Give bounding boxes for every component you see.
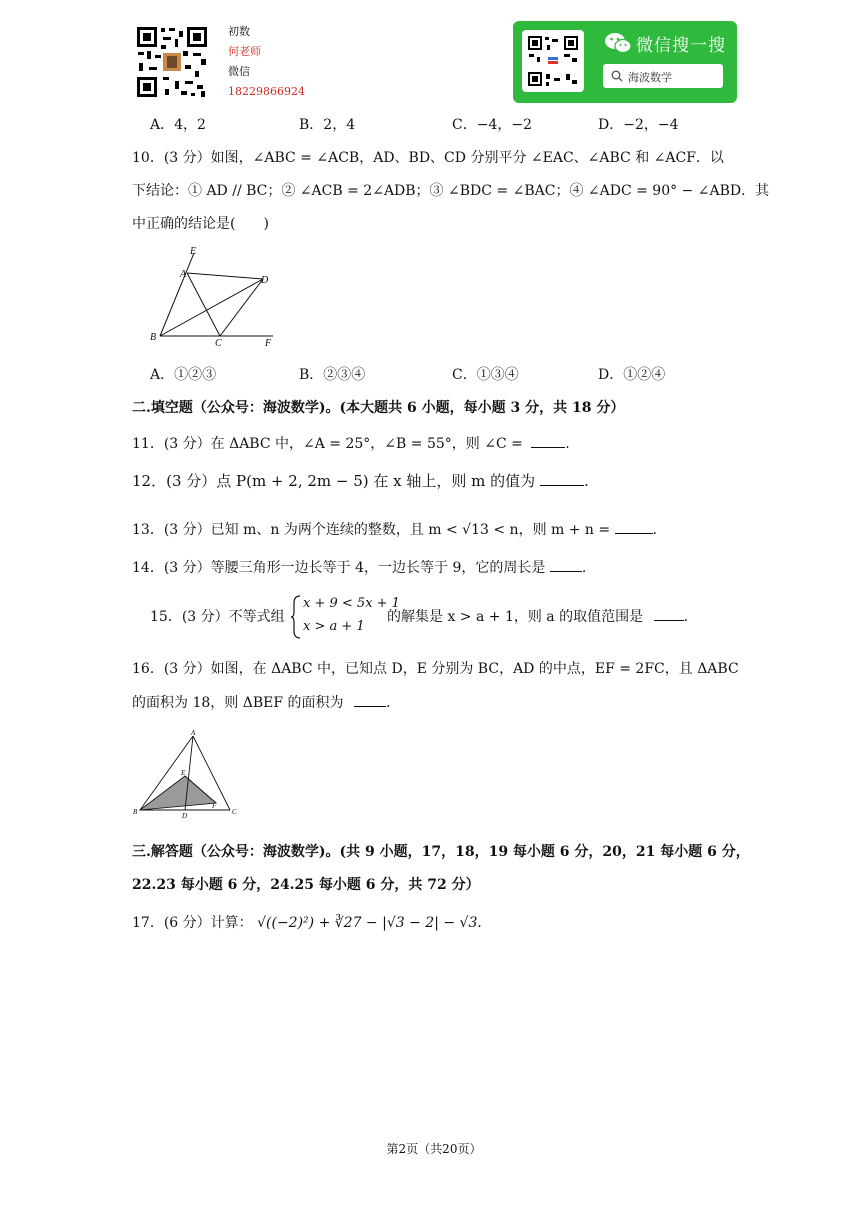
wechat-search-title: 微信搜一搜 bbox=[636, 36, 726, 56]
search-icon bbox=[611, 70, 623, 85]
q16-label-d: D bbox=[182, 812, 188, 820]
q10-label-f: F bbox=[265, 338, 272, 349]
wechat-logo-icon bbox=[604, 31, 632, 59]
q17-expression: √((−2)²) + ∛27 − |√3 − 2| − √3 bbox=[257, 915, 478, 931]
q10-line-1: 10．(3 分）如图，∠ABC = ∠ACB，AD、BD、CD 分别平分 ∠EAC、∠ABC 和 ∠ACF．以 bbox=[132, 150, 724, 166]
q11-text: 11．(3 分）在 ΔABC 中，∠A = 25°，∠B = 55°，则 ∠C = bbox=[132, 436, 523, 452]
q12: 12．(3 分）点 P(m + 2, 2m − 5) 在 x 轴上，则 m 的值为 . bbox=[132, 472, 589, 490]
q13-answer-blank bbox=[615, 519, 653, 534]
q15-inequality-1: x + 9 < 5x + 1 bbox=[303, 596, 400, 611]
q15-suffix-row: 的解集是 x > a + 1，则 a 的取值范围是 . bbox=[387, 606, 688, 626]
contact-line-2: 何老师 bbox=[228, 45, 261, 58]
q14-answer-blank bbox=[550, 557, 582, 572]
q15-answer-blank bbox=[654, 606, 684, 621]
q14: 14．(3 分）等腰三角形一边长等于 4，一边长等于 9，它的周长是 . bbox=[132, 557, 586, 578]
q16-line-1: 16．(3 分）如图，在 ΔABC 中，已知点 D，E 分别为 BC，AD 的中点，EF = 2FC，且 ΔABC bbox=[132, 661, 739, 677]
q16-answer-blank bbox=[354, 692, 386, 707]
q12-text: 12．(3 分）点 P(m + 2, 2m − 5) 在 x 轴上，则 m 的值为 bbox=[132, 472, 536, 490]
q15-prefix: 15．(3 分）不等式组 bbox=[150, 609, 285, 625]
wechat-search-banner bbox=[513, 21, 737, 103]
q16-label-e: E bbox=[181, 769, 186, 777]
q10-label-e: E bbox=[190, 246, 197, 257]
q16-label-c: C bbox=[232, 808, 237, 816]
q10-option-b: B．②③④ bbox=[299, 367, 366, 383]
q16-line-2: 的面积为 18，则 ΔBEF 的面积为 bbox=[132, 695, 344, 711]
qr-code-right bbox=[522, 30, 584, 92]
q10-option-d: D．①②④ bbox=[598, 367, 666, 383]
section-3-heading-1: 三.解答题（公众号：海波数学)。(共 9 小题，17，18，19 每小题 6 分，20，21 每小题 6 分， bbox=[132, 844, 750, 860]
q9-option-c: C．−4，−2 bbox=[452, 117, 532, 133]
q10-line-3: 中正确的结论是( ) bbox=[132, 216, 269, 232]
contact-line-1: 初数 bbox=[228, 25, 250, 38]
q10-label-b: B bbox=[150, 332, 157, 343]
q10-figure bbox=[145, 243, 280, 349]
q9-option-b: B．2，4 bbox=[299, 117, 356, 133]
q17: 17．(6 分）计算： √((−2)²) + ∛27 − |√3 − 2| − √3． bbox=[132, 915, 492, 931]
q15-suffix: 的解集是 x > a + 1，则 a 的取值范围是 bbox=[387, 609, 644, 625]
q10-label-d: D bbox=[261, 275, 269, 286]
q14-text: 14．(3 分）等腰三角形一边长等于 4，一边长等于 9，它的周长是 bbox=[132, 560, 546, 576]
q16-label-f: F bbox=[212, 802, 217, 810]
q13-text: 13．(3 分）已知 m、n 为两个连续的整数，且 m < √13 < n，则 m + n = bbox=[132, 522, 611, 538]
q15-brace bbox=[290, 595, 302, 643]
q17-prefix: 17．(6 分）计算： bbox=[132, 915, 253, 931]
contact-phone: 18229866924 bbox=[228, 85, 305, 98]
wechat-search-input[interactable] bbox=[603, 64, 723, 88]
q10-option-c: C．①③④ bbox=[452, 367, 519, 383]
q16-label-a: A bbox=[191, 729, 196, 737]
q10-label-a: A bbox=[180, 269, 187, 280]
q15-inequality-2: x > a + 1 bbox=[303, 619, 365, 634]
contact-line-3: 微信 bbox=[228, 65, 250, 78]
section-2-heading: 二.填空题（公众号：海波数学)。(本大题共 6 小题，每小题 3 分，共 18 分） bbox=[132, 400, 625, 416]
contact-block bbox=[228, 22, 305, 102]
q16-figure bbox=[130, 728, 242, 820]
q13: 13．(3 分）已知 m、n 为两个连续的整数，且 m < √13 < n，则 m + n = . bbox=[132, 519, 657, 540]
q9-option-a: A．4，2 bbox=[150, 117, 206, 133]
q10-line-2: 下结论：① AD // BC；② ∠ACB = 2∠ADB；③ ∠BDC = ∠BAC；④ ∠ADC = 90° − ∠ABD．其 bbox=[132, 183, 770, 199]
q11: 11．(3 分）在 ΔABC 中，∠A = 25°，∠B = 55°，则 ∠C = . bbox=[132, 433, 570, 454]
q9-option-d: D．−2，−4 bbox=[598, 117, 679, 133]
section-3-heading-2: 22.23 每小题 6 分，24.25 每小题 6 分，共 72 分） bbox=[132, 877, 480, 893]
qr-code-left bbox=[135, 25, 209, 99]
q11-answer-blank bbox=[531, 433, 565, 448]
q12-answer-blank bbox=[540, 471, 584, 486]
page-number: 第2页（共20页） bbox=[386, 1142, 482, 1156]
q16-line-2-row: 的面积为 18，则 ΔBEF 的面积为 . bbox=[132, 692, 390, 713]
q10-option-a: A．①②③ bbox=[150, 367, 217, 383]
q16-label-b: B bbox=[133, 808, 138, 816]
q10-label-c: C bbox=[215, 338, 222, 349]
wechat-search-query: 海波数学 bbox=[628, 71, 672, 84]
